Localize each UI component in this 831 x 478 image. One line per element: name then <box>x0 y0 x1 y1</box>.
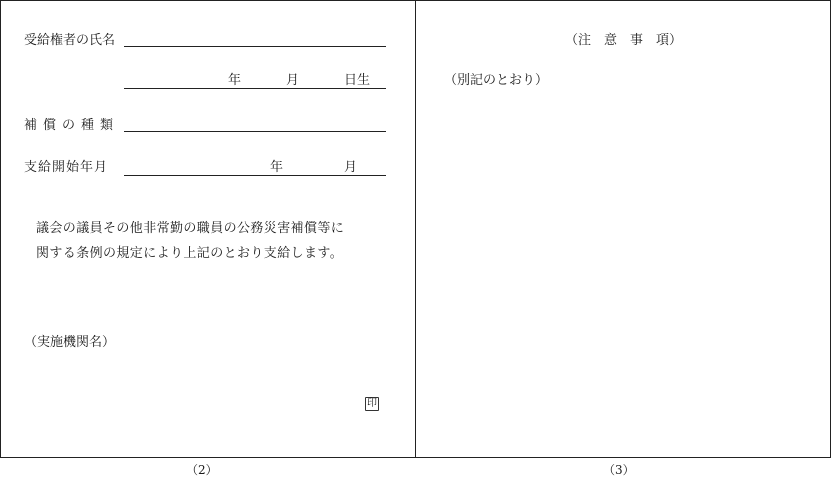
compensation-type-label: 補償の種類 <box>24 118 120 133</box>
notes-body: （別記のとおり） <box>444 73 549 88</box>
start-month-label: 月 <box>344 160 358 175</box>
left-page-number: （2） <box>186 463 218 477</box>
compensation-type-underline <box>124 131 386 132</box>
start-year-label: 年 <box>270 160 284 175</box>
payment-start-label: 支給開始年月 <box>24 160 109 175</box>
right-page-number: （3） <box>603 463 635 477</box>
birth-year-label: 年 <box>228 73 242 88</box>
panel-divider <box>415 0 416 458</box>
recipient-name-label: 受給権者の氏名 <box>24 33 116 48</box>
agency-label: （実施機関名） <box>24 335 116 350</box>
notes-title: （注 意 事 項） <box>565 33 683 48</box>
statement-line-1: 議会の議員その他非常勤の職員の公務災害補償等に <box>36 221 345 236</box>
recipient-name-underline <box>124 46 386 47</box>
birth-day-label: 日生 <box>344 73 371 88</box>
seal-mark: 印 <box>367 398 377 409</box>
birth-month-label: 月 <box>286 73 300 88</box>
statement-line-2: 関する条例の規定により上記のとおり支給します。 <box>36 246 344 261</box>
